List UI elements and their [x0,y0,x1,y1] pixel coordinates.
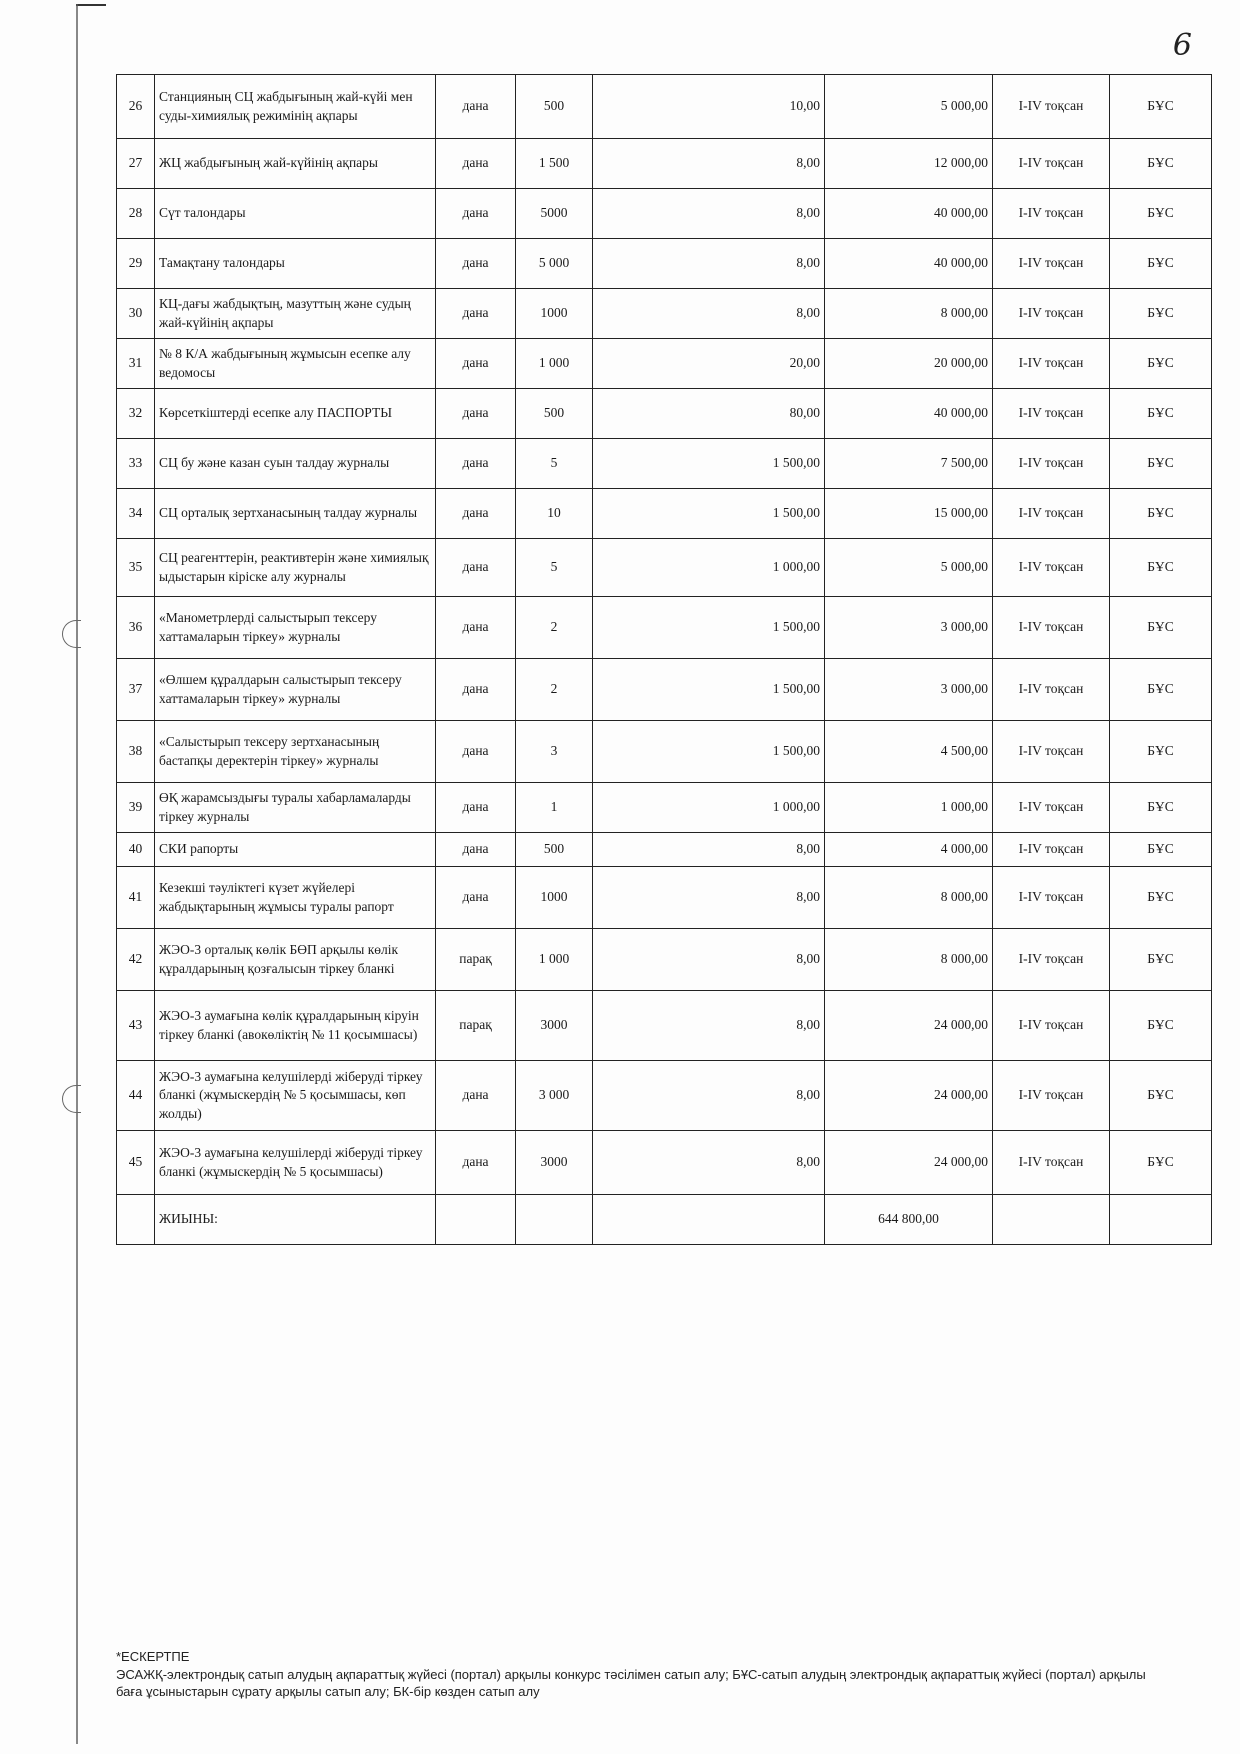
table-row [117,489,1212,539]
footnote-text: ЭСАЖҚ-электрондық сатып алудың ақпараттық жүйесі (портал) арқылы конкурс тәсілімен сатып алу; БҰС-сатып алудың электрондық ақпараттық жүйесі (портал) арқылы баға ұсыныстарын сұрату арқылы сатып алу; БК-бір көзден сатып алу [116,1666,1146,1700]
item-name: КЦ-дағы жабдықтың, мазуттың және судың жай-күйінің ақпары [155,289,436,339]
item-name: СКИ рапорты [155,833,436,867]
row-number: 37 [117,659,155,721]
delivery-period: I-IV тоқсан [993,929,1110,991]
quantity: 10 [516,489,593,539]
page-number: 6 [1172,28,1192,63]
quantity: 500 [516,389,593,439]
quantity: 3 [516,721,593,783]
page-corner-mark [76,4,106,6]
row-number: 36 [117,597,155,659]
line-sum: 8 000,00 [825,867,993,929]
total-empty [436,1195,516,1245]
line-sum: 4 000,00 [825,833,993,867]
row-number: 28 [117,189,155,239]
unit-of-measure: дана [436,1131,516,1195]
table-row [117,1061,1212,1131]
quantity: 5000 [516,189,593,239]
unit-of-measure: дана [436,439,516,489]
delivery-period: I-IV тоқсан [993,239,1110,289]
unit-price: 8,00 [593,239,825,289]
row-number: 39 [117,783,155,833]
unit-of-measure: дана [436,721,516,783]
item-name: «Манометрлерді салыстырып тексеру хаттамаларын тіркеу» журналы [155,597,436,659]
line-sum: 8 000,00 [825,289,993,339]
unit-of-measure: дана [436,239,516,289]
unit-price: 1 500,00 [593,597,825,659]
table-row [117,867,1212,929]
table-row [117,289,1212,339]
row-number: 30 [117,289,155,339]
table-row [117,929,1212,991]
item-name: СЦ бу және казан суын талдау журналы [155,439,436,489]
table-body [117,75,1212,1245]
row-number: 44 [117,1061,155,1131]
delivery-period: I-IV тоқсан [993,539,1110,597]
table-row [117,659,1212,721]
row-number: 27 [117,139,155,189]
page-left-edge [76,4,78,1744]
item-name: ЖЦ жабдығының жай-күйінің ақпары [155,139,436,189]
unit-price: 80,00 [593,389,825,439]
row-number: 26 [117,75,155,139]
line-sum: 3 000,00 [825,659,993,721]
quantity: 1000 [516,289,593,339]
line-sum: 12 000,00 [825,139,993,189]
unit-of-measure: парақ [436,929,516,991]
item-name: Көрсеткіштерді есепке алу ПАСПОРТЫ [155,389,436,439]
line-sum: 40 000,00 [825,189,993,239]
row-number: 43 [117,991,155,1061]
line-sum: 15 000,00 [825,489,993,539]
delivery-period: I-IV тоқсан [993,189,1110,239]
unit-price: 1 500,00 [593,439,825,489]
table-row [117,539,1212,597]
item-name: Сүт талондары [155,189,436,239]
item-name: № 8 К/А жабдығының жұмысын есепке алу ведомосы [155,339,436,389]
unit-of-measure: парақ [436,991,516,1061]
line-sum: 5 000,00 [825,75,993,139]
procurement-method: БҰС [1110,289,1212,339]
line-sum: 1 000,00 [825,783,993,833]
table-row [117,339,1212,389]
row-number: 45 [117,1131,155,1195]
table-row [117,991,1212,1061]
total-empty [593,1195,825,1245]
unit-of-measure: дана [436,867,516,929]
procurement-method: БҰС [1110,991,1212,1061]
quantity: 3 000 [516,1061,593,1131]
procurement-method: БҰС [1110,1061,1212,1131]
unit-price: 8,00 [593,833,825,867]
unit-price: 8,00 [593,991,825,1061]
delivery-period: I-IV тоқсан [993,139,1110,189]
line-sum: 24 000,00 [825,991,993,1061]
unit-price: 8,00 [593,929,825,991]
table-row [117,75,1212,139]
unit-price: 8,00 [593,289,825,339]
procurement-method: БҰС [1110,539,1212,597]
quantity: 2 [516,659,593,721]
quantity: 1000 [516,867,593,929]
line-sum: 5 000,00 [825,539,993,597]
delivery-period: I-IV тоқсан [993,75,1110,139]
item-name: ЖЭО-3 аумағына келушілерді жіберуді тіркеу бланкі (жұмыскердің № 5 қосымшасы) [155,1131,436,1195]
line-sum: 24 000,00 [825,1131,993,1195]
row-number: 42 [117,929,155,991]
line-sum: 4 500,00 [825,721,993,783]
table-row [117,189,1212,239]
procurement-method: БҰС [1110,139,1212,189]
procurement-method: БҰС [1110,439,1212,489]
unit-of-measure: дана [436,75,516,139]
quantity: 2 [516,597,593,659]
unit-of-measure: дана [436,539,516,597]
item-name: Кезекші тәуліктегі күзет жүйелері жабдықтарының жұмысы туралы рапорт [155,867,436,929]
unit-price: 8,00 [593,1131,825,1195]
quantity: 500 [516,75,593,139]
line-sum: 7 500,00 [825,439,993,489]
delivery-period: I-IV тоқсан [993,439,1110,489]
quantity: 3000 [516,1131,593,1195]
procurement-method: БҰС [1110,489,1212,539]
unit-of-measure: дана [436,659,516,721]
unit-of-measure: дана [436,139,516,189]
delivery-period: I-IV тоқсан [993,597,1110,659]
total-empty [993,1195,1110,1245]
table-row [117,1131,1212,1195]
procurement-method: БҰС [1110,1131,1212,1195]
quantity: 5 [516,439,593,489]
footnote [116,1648,1146,1701]
procurement-method: БҰС [1110,721,1212,783]
procurement-table [116,74,1212,1245]
row-number: 38 [117,721,155,783]
line-sum: 24 000,00 [825,1061,993,1131]
delivery-period: I-IV тоқсан [993,721,1110,783]
unit-price: 1 000,00 [593,539,825,597]
procurement-method: БҰС [1110,833,1212,867]
unit-price: 8,00 [593,189,825,239]
unit-price: 8,00 [593,867,825,929]
table-row [117,833,1212,867]
table-row [117,597,1212,659]
item-name: ӨҚ жарамсыздығы туралы хабарламаларды тіркеу журналы [155,783,436,833]
total-sum: 644 800,00 [825,1195,993,1245]
row-number: 33 [117,439,155,489]
item-name: «Салыстырып тексеру зертханасының бастапқы деректерін тіркеу» журналы [155,721,436,783]
procurement-method: БҰС [1110,929,1212,991]
unit-price: 8,00 [593,139,825,189]
procurement-method: БҰС [1110,867,1212,929]
unit-price: 1 500,00 [593,489,825,539]
delivery-period: I-IV тоқсан [993,289,1110,339]
quantity: 1 000 [516,339,593,389]
delivery-period: I-IV тоқсан [993,1061,1110,1131]
item-name: Станцияның СЦ жабдығының жай-күйі мен суды-химиялық режимінің ақпары [155,75,436,139]
total-label: ЖИЫНЫ: [155,1195,436,1245]
quantity: 1 [516,783,593,833]
unit-of-measure: дана [436,339,516,389]
row-number: 29 [117,239,155,289]
unit-price: 10,00 [593,75,825,139]
row-number: 31 [117,339,155,389]
unit-of-measure: дана [436,597,516,659]
table-row [117,783,1212,833]
procurement-method: БҰС [1110,597,1212,659]
quantity: 3000 [516,991,593,1061]
delivery-period: I-IV тоқсан [993,489,1110,539]
unit-price: 1 500,00 [593,721,825,783]
punch-hole-upper [62,620,81,648]
delivery-period: I-IV тоқсан [993,783,1110,833]
delivery-period: I-IV тоқсан [993,659,1110,721]
table-row [117,139,1212,189]
quantity: 500 [516,833,593,867]
delivery-period: I-IV тоқсан [993,867,1110,929]
procurement-method: БҰС [1110,783,1212,833]
table-row [117,239,1212,289]
unit-of-measure: дана [436,1061,516,1131]
quantity: 1 500 [516,139,593,189]
line-sum: 40 000,00 [825,389,993,439]
row-number: 32 [117,389,155,439]
total-empty [516,1195,593,1245]
row-number: 35 [117,539,155,597]
footnote-heading: *ЕСКЕРТПЕ [116,1649,190,1664]
delivery-period: I-IV тоқсан [993,833,1110,867]
table-row [117,389,1212,439]
unit-of-measure: дана [436,489,516,539]
item-name: ЖЭО-3 аумағына келушілерді жіберуді тіркеу бланкі (жұмыскердің № 5 қосымшасы, көп жолды) [155,1061,436,1131]
row-number: 41 [117,867,155,929]
delivery-period: I-IV тоқсан [993,1131,1110,1195]
unit-price: 8,00 [593,1061,825,1131]
item-name: «Өлшем құралдарын салыстырып тексеру хаттамаларын тіркеу» журналы [155,659,436,721]
procurement-method: БҰС [1110,239,1212,289]
punch-hole-lower [62,1085,81,1113]
unit-price: 1 500,00 [593,659,825,721]
line-sum: 20 000,00 [825,339,993,389]
delivery-period: I-IV тоқсан [993,991,1110,1061]
table-row [117,439,1212,489]
unit-of-measure: дана [436,783,516,833]
quantity: 1 000 [516,929,593,991]
line-sum: 8 000,00 [825,929,993,991]
procurement-method: БҰС [1110,189,1212,239]
item-name: Тамақтану талондары [155,239,436,289]
item-name: СЦ орталық зертханасының талдау журналы [155,489,436,539]
procurement-method: БҰС [1110,75,1212,139]
item-name: СЦ реагенттерін, реактивтерін және химиялық ыдыстарын кіріске алу журналы [155,539,436,597]
total-empty [1110,1195,1212,1245]
unit-of-measure: дана [436,833,516,867]
item-name: ЖЭО-3 орталық көлік БӨП арқылы көлік құралдарының қозғалысын тіркеу бланкі [155,929,436,991]
procurement-method: БҰС [1110,389,1212,439]
quantity: 5 [516,539,593,597]
procurement-method: БҰС [1110,659,1212,721]
unit-of-measure: дана [436,389,516,439]
total-empty [117,1195,155,1245]
quantity: 5 000 [516,239,593,289]
item-name: ЖЭО-3 аумағына көлік құралдарының кіруін тіркеу бланкі (авокөліктің № 11 қосымшасы) [155,991,436,1061]
line-sum: 40 000,00 [825,239,993,289]
delivery-period: I-IV тоқсан [993,389,1110,439]
row-number: 34 [117,489,155,539]
line-sum: 3 000,00 [825,597,993,659]
unit-of-measure: дана [436,189,516,239]
unit-price: 20,00 [593,339,825,389]
unit-of-measure: дана [436,289,516,339]
procurement-method: БҰС [1110,339,1212,389]
table-row [117,721,1212,783]
unit-price: 1 000,00 [593,783,825,833]
delivery-period: I-IV тоқсан [993,339,1110,389]
total-row [117,1195,1212,1245]
row-number: 40 [117,833,155,867]
